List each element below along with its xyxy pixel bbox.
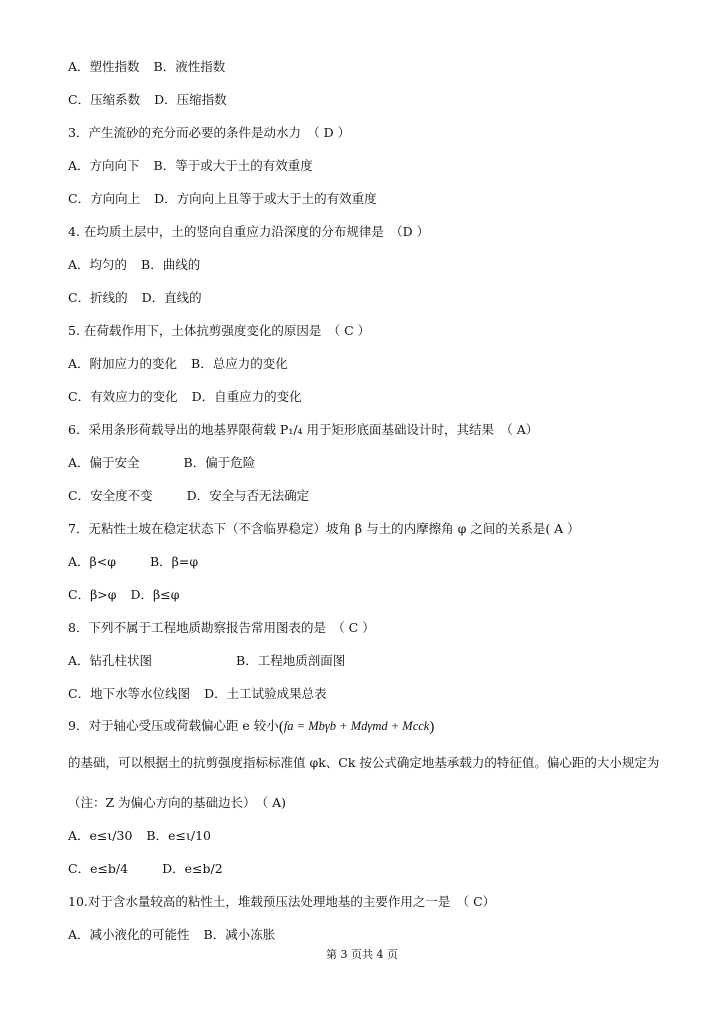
q8-options-cd <box>68 685 327 703</box>
q9-options-ab <box>68 827 211 845</box>
option-b: B．β=φ <box>149 554 199 569</box>
option-c: C．有效应力的变化 <box>68 389 178 404</box>
option-a: A．β<φ <box>68 554 116 569</box>
option-c: C．安全度不变 <box>68 488 153 503</box>
q4-options-cd <box>68 289 202 307</box>
q6-options-ab <box>68 454 255 472</box>
option-a: A．均匀的 <box>68 257 128 272</box>
option-c: C．e≤b/4 <box>68 861 129 876</box>
option-d: D．方向向上且等于或大于土的有效重度 <box>154 191 377 206</box>
option-b: B．液性指数 <box>153 59 226 74</box>
option-a: A．方向向下 <box>68 158 140 173</box>
option-a: A．减小液化的可能性 <box>68 927 190 942</box>
question-7: 7．无粘性土坡在稳定状态下（不含临界稳定）坡角 β 与土的内摩擦角 φ 之间的关系是( A ） <box>68 521 580 536</box>
option-b: B．e≤ι/10 <box>146 828 211 843</box>
option-d: D．e≤b/2 <box>162 861 223 876</box>
q9-options-cd <box>68 860 223 878</box>
option-c: C．折线的 <box>68 290 128 305</box>
question-9-lead: 9．对于轴心受压或荷载偏心距 e 较小 <box>68 718 279 733</box>
option-a: A．e≤ι/30 <box>68 828 133 843</box>
option-b: B．曲线的 <box>141 257 201 272</box>
option-b: B．偏于危险 <box>183 455 256 470</box>
q10-options-ab <box>68 926 275 944</box>
question-9-line-2: 的基础，可以根据土的抗剪强度指标标准值 φk、Ck 按公式确定地基承载力的特征值。偏心距的大小规定为 <box>68 755 660 770</box>
q5-options-cd <box>68 388 302 406</box>
question-10: 10.对于含水量较高的粘性土，堆载预压法处理地基的主要作用之一是 （ C） <box>68 894 496 909</box>
option-b: B．工程地质剖面图 <box>236 653 346 668</box>
q5-options-ab <box>68 355 288 373</box>
question-3: 3．产生流砂的充分而必要的条件是动水力 （ D ） <box>68 125 351 140</box>
option-d: D．安全与否无法确定 <box>186 488 310 503</box>
option-c: C．β>φ <box>68 587 117 602</box>
option-b: B．总应力的变化 <box>191 356 288 371</box>
option-d: D．压缩指数 <box>154 92 227 107</box>
option-d: D．β≤φ <box>130 587 180 602</box>
option-c: C．方向向上 <box>68 191 141 206</box>
q3-options-cd <box>68 190 377 208</box>
q6-options-cd <box>68 487 309 505</box>
option-b: B．等于或大于土的有效重度 <box>153 158 313 173</box>
question-9-line-1 <box>68 717 434 736</box>
option-d: D．自重应力的变化 <box>191 389 302 404</box>
question-4: 4. 在均质土层中，土的竖向自重应力沿深度的分布规律是 （D ） <box>68 224 430 239</box>
q2-options-cd <box>68 91 227 109</box>
option-d: D．直线的 <box>141 290 202 305</box>
q8-options-ab <box>68 652 345 670</box>
q7-options-cd <box>68 586 180 604</box>
option-a: A．钻孔柱状图 <box>68 653 153 668</box>
option-c: C．地下水等水位线图 <box>68 686 191 701</box>
option-c: C．压缩系数 <box>68 92 141 107</box>
q3-options-ab <box>68 157 313 175</box>
option-b: B．减小冻胀 <box>203 927 276 942</box>
option-d: D．土工试验成果总表 <box>204 686 327 701</box>
formula-text: fa = Mbγb + Mdγmd + Mcck <box>283 719 430 733</box>
page-number-footer: 第 3 页共 4 页 <box>326 948 398 961</box>
q4-options-ab <box>68 256 200 274</box>
question-5: 5. 在荷载作用下，土体抗剪强度变化的原因是 （ C ） <box>68 323 371 338</box>
option-a: A．塑性指数 <box>68 59 140 74</box>
question-6: 6．采用条形荷载导出的地基界限荷载 P₁/₄ 用于矩形底面基础设计时，其结果 （ A） <box>68 422 539 437</box>
q2-options-ab <box>68 58 225 76</box>
question-8: 8．下列不属于工程地质勘察报告常用图表的是 （ C ） <box>68 620 375 635</box>
question-9-line-3: （注：Z 为偏心方向的基础边长） （ A) <box>68 795 287 810</box>
bearing-capacity-formula: (fa = Mbγb + Mdγmd + Mcck) <box>278 719 435 735</box>
option-a: A．附加应力的变化 <box>68 356 178 371</box>
option-a: A．偏于安全 <box>68 455 140 470</box>
q7-options-ab <box>68 553 198 571</box>
